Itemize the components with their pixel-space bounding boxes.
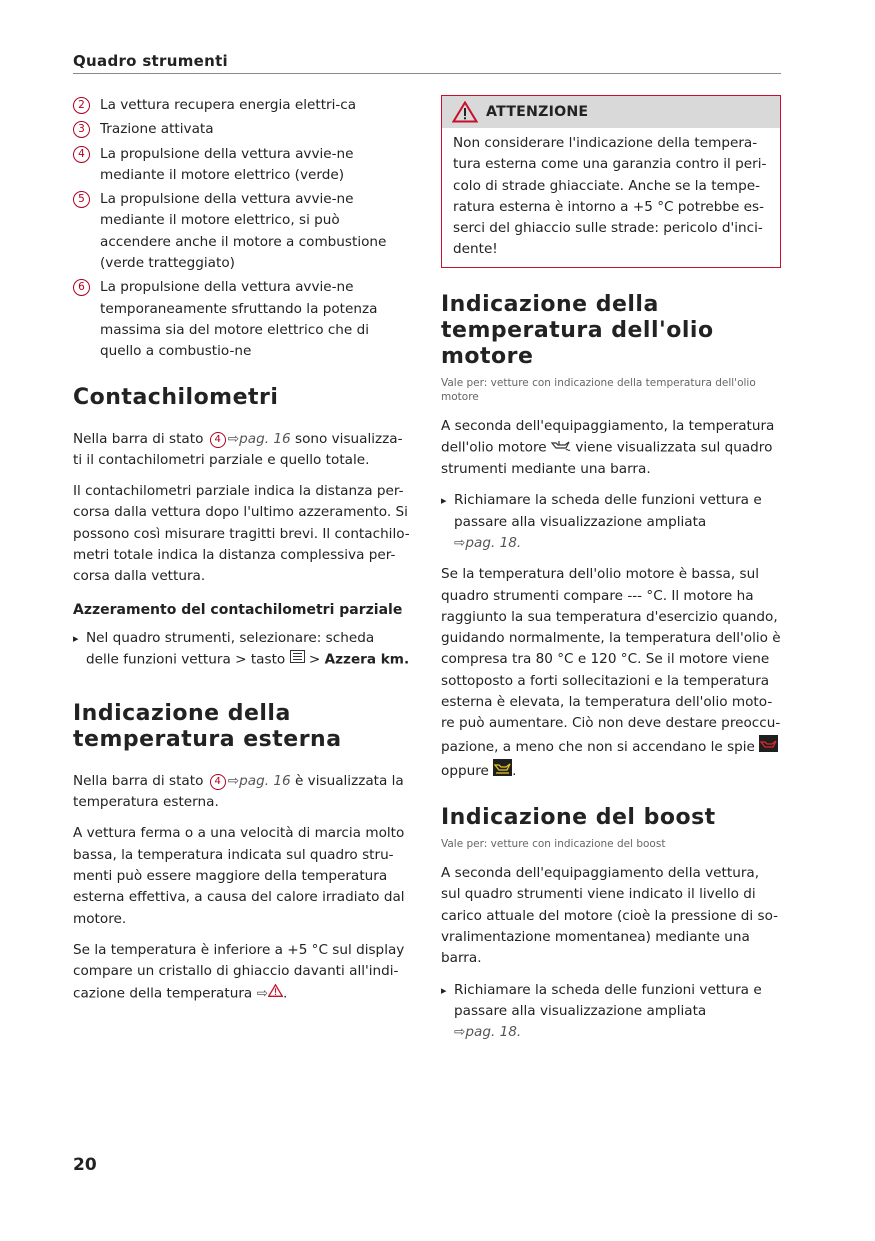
warning-header [442,96,780,128]
warning-box [441,95,781,268]
odometer-paragraph-1: Nella barra di stato 4 ⇨pag. 16 sono visualizza-ti il contachilometri parziale e quello totale. [73,430,403,468]
warning-text: Non considerare l'indicazione della tempera-tura esterna come una garanzia contro il peri-colo di strade ghiacciate. Anche se la tempe-ratura esterna è intorno a +5 °C potrebbe es-serci del ghiaccio sulle strade: pericolo d'inci-dente! [453,135,767,258]
warning-reference-link[interactable]: ⇨ [256,985,268,1002]
warning-triangle-icon [452,101,478,123]
legend-text: La propulsione della vettura avvie-ne mediante il motore elettrico, si può accendere anche il motore a combustione (verde tratteggiato) [100,191,387,272]
legend-text: Trazione attivata [100,121,214,138]
page-reference-link[interactable]: ⇨pag. 18. [454,534,522,551]
legend-text: La propulsione della vettura avvie-ne mediante il motore elettrico (verde) [100,145,354,183]
section-title-outside-temp: Indicazione della temperatura esterna [73,700,342,752]
subsection-title-reset: Azzeramento del contachilometri parziale [73,601,403,618]
legend-text: La vettura recupera energia elettri-ca [100,97,357,113]
callout-number: 5 [73,191,90,208]
oil-temp-paragraph-1: A seconda dell'equipaggiamento, la temperatura dell'olio motore viene visualizzata sul quadro strumenti mediante una barra. [441,417,775,478]
legend-text: La propulsione della vettura avvie-ne temporaneamente sfruttando la potenza massima sia del motore elettrico che di quello a combustio-ne [100,279,378,360]
callout-number: 3 [73,121,90,138]
oil-temp-paragraph-2: Se la temperatura dell'olio motore è bassa, sul quadro strumenti compare --- °C. Il motore ha raggiunto la sua temperatura d'esercizio quando, guidando normalmente, la temperatura dell'olio è compresa tra 80 °C e 120 °C. Se il motore viene sottoposto a forti sollecitazioni e la temperatura esterna è elevata, la temperatura dell'olio moto-re può aumentare. Ciò non deve destare preoccu-pazione, a meno che non si accendano le spie oppure . [441,564,781,783]
legend-item [73,95,411,116]
legend-item [73,119,411,140]
outside-temp-paragraph-2: A vettura ferma o a una velocità di marcia molto bassa, la temperatura indicata sul quadro stru-menti può essere maggiore della temperatura esterna effettiva, a causa del calore irradiato dal motore. [73,825,405,927]
applies-to-note: Vale per: vetture con indicazione del boost [441,838,666,851]
warning-title: ATTENZIONE [486,104,589,120]
section-title-odometer: Contachilometri [73,384,279,410]
page-reference-link[interactable]: ⇨pag. 16 [227,430,291,447]
section-title-oil-temp: Indicazione della temperatura dell'olio motore [441,291,714,369]
oil-temperature-icon [551,437,571,458]
right-column [441,95,781,1044]
outside-temp-paragraph-3: Se la temperatura è inferiore a +5 °C sul display compare un cristallo di ghiaccio davanti all'indi-cazione della temperatura ⇨ . [73,940,411,1005]
reset-instruction: ▸ Nel quadro strumenti, selezionare: scheda delle funzioni vettura > tasto > Azzera km. [73,628,411,671]
page-number: 20 [73,1155,97,1175]
page-reference-link[interactable]: ⇨pag. 16 [227,772,291,789]
oil-pressure-warning-icon [759,735,778,759]
left-column [73,95,411,1005]
boost-step: ▸ Richiamare la scheda delle funzioni vettura e passare alla visualizzazione ampliata ⇨pag. 18. [441,980,781,1044]
warning-triangle-icon [268,983,283,1004]
legend-item [73,144,411,187]
legend-item [73,189,411,274]
boost-paragraph: A seconda dell'equipaggiamento della vettura, sul quadro strumenti viene indicato il livello di carico attuale del motore (cioè la pressione di so-vralimentazione momentanea) mediante una barra. [441,865,779,967]
header-divider [73,73,781,74]
oil-level-warning-icon [493,759,512,783]
section-title-boost: Indicazione del boost [441,805,716,831]
applies-to-note: Vale per: vetture con indicazione della temperatura dell'olio motore [441,376,756,403]
outside-temp-paragraph-1: Nella barra di stato 4 ⇨pag. 16 è visualizzata la temperatura esterna. [73,772,404,811]
legend-list [73,95,411,363]
menu-list-icon [290,649,305,670]
legend-item [73,277,411,362]
callout-number: 6 [73,279,90,296]
page-reference-link[interactable]: ⇨pag. 18. [454,1024,522,1041]
callout-number: 4 [73,146,90,163]
callout-number: 2 [73,97,90,114]
callout-number: 4 [210,774,226,790]
oil-temp-step: ▸ Richiamare la scheda delle funzioni vettura e passare alla visualizzazione ampliata ⇨pag. 18. [441,490,781,554]
callout-number: 4 [210,432,226,448]
odometer-paragraph-2: Il contachilometri parziale indica la distanza per-corsa dalla vettura dopo l'ultimo azzeramento. Si possono così misurare tragitti brevi. Il contachilo-metri totale indica la distanza complessiva per-corsa dalla vettura. [73,483,410,585]
running-header: Quadro strumenti [73,52,228,70]
